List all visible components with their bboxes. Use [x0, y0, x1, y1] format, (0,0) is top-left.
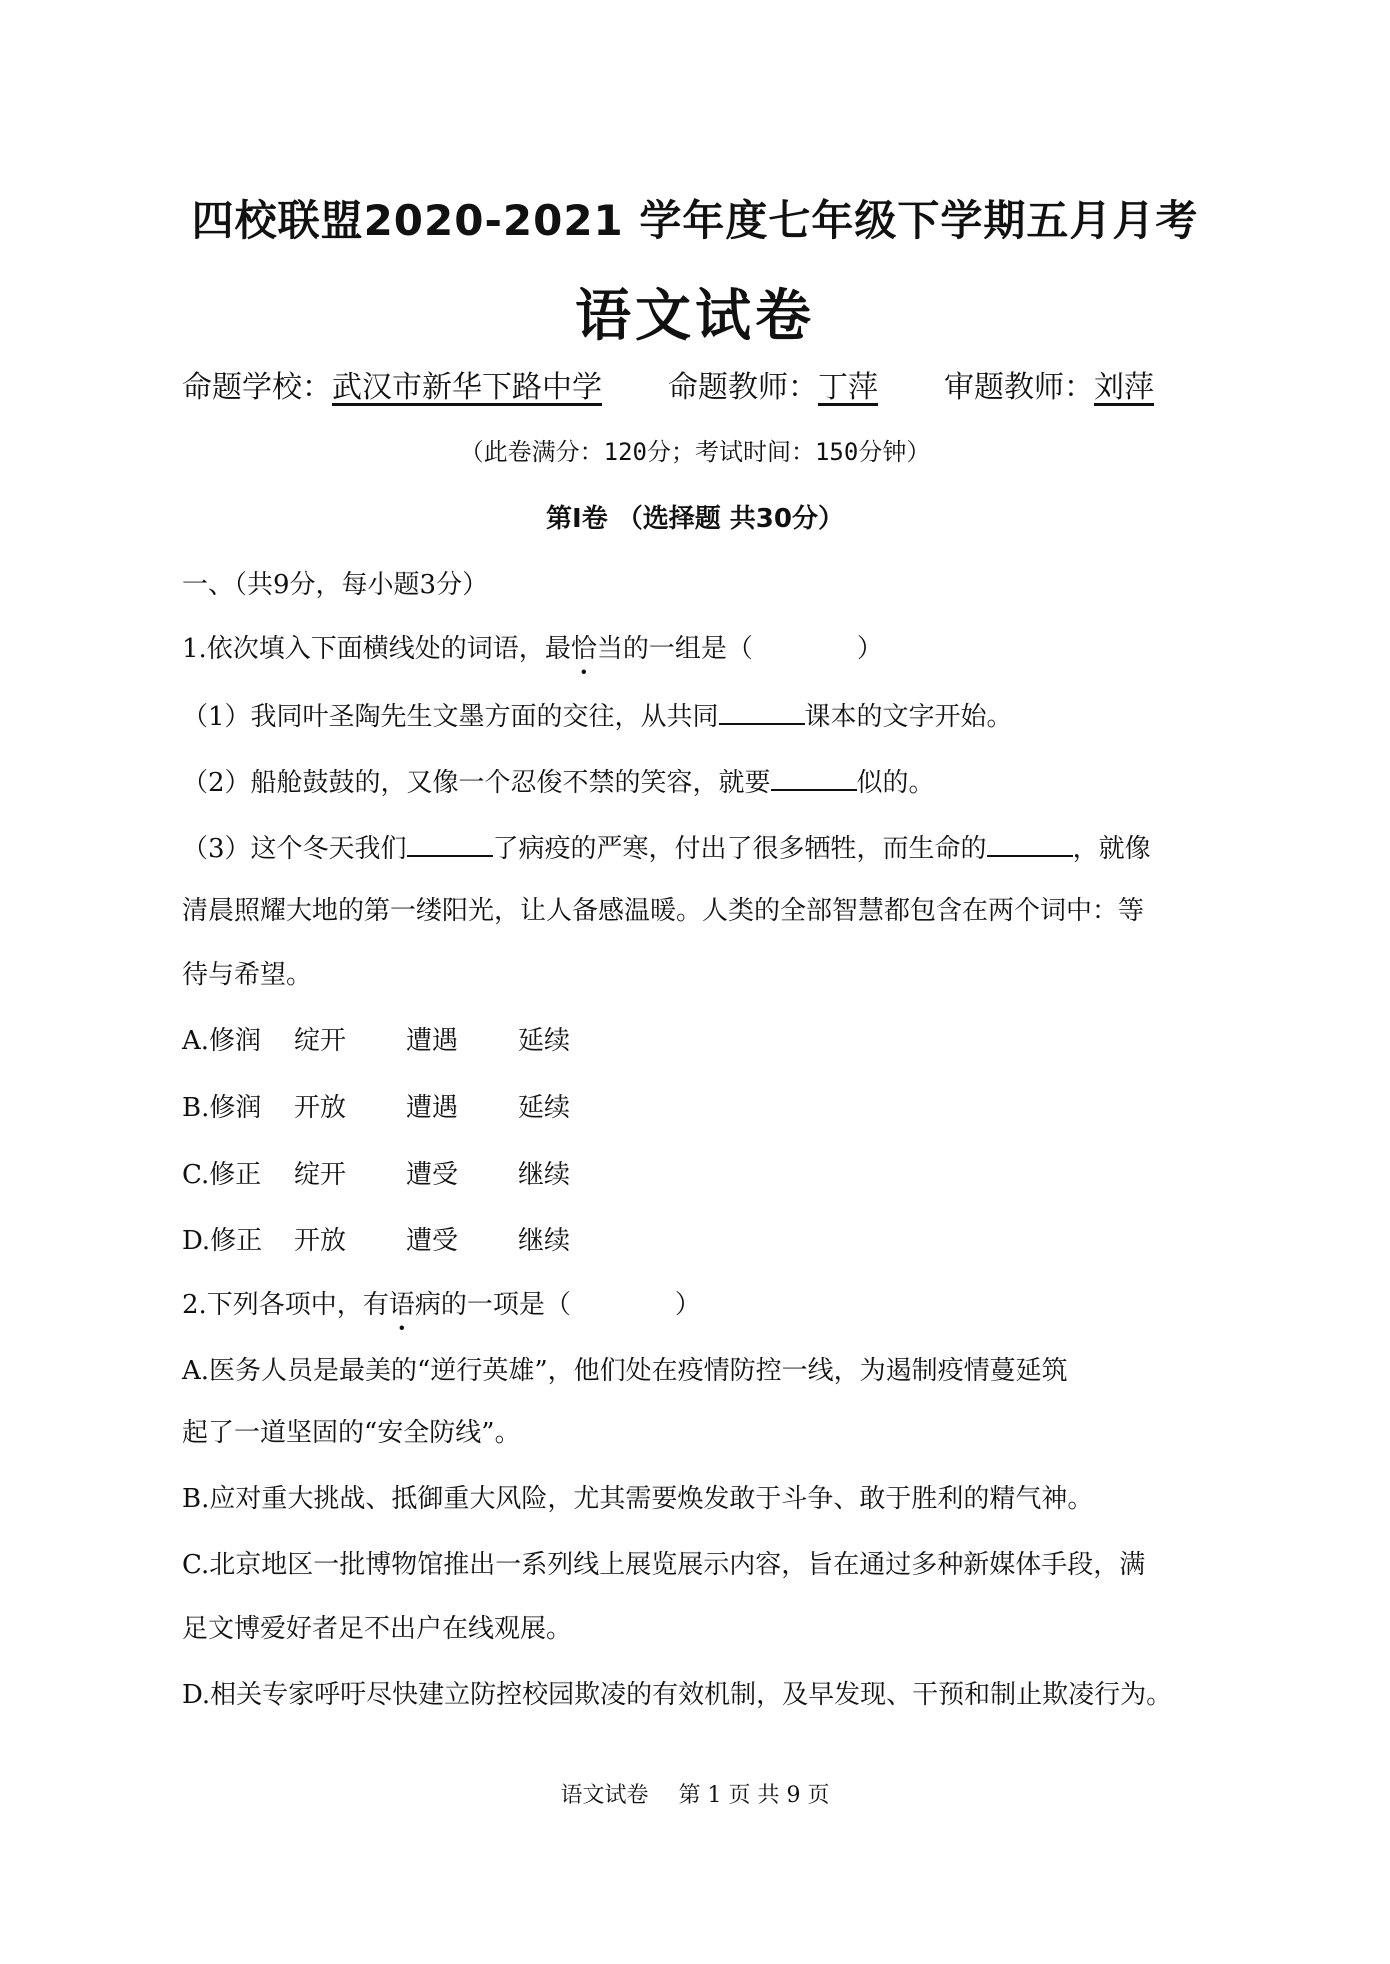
blank-line	[719, 703, 805, 725]
blank-line	[407, 835, 493, 857]
q1-sentence-3-line2: 清晨照耀大地的第一缕阳光，让人备感温暖。人类的全部智慧都包含在两个词中：等	[182, 896, 1145, 926]
q2-option-b: B.应对重大挑战、抵御重大风险，尤其需要焕发敢于斗争、敢于胜利的精气神。	[182, 1484, 1094, 1514]
footer-page-number: 第 1 页 共 9 页	[678, 1783, 830, 1808]
q1-stem-dotted: 最恰当	[544, 634, 623, 664]
option-word: A.修润	[182, 1026, 262, 1056]
setter-label: 命题教师：	[668, 370, 818, 405]
q2-stem-a: 2.下列各项中，	[182, 1290, 363, 1320]
reviewer-name: 刘萍	[1094, 370, 1154, 405]
q1-sentence-3-line3: 待与希望。	[182, 960, 313, 990]
option-word: 延续	[518, 1093, 571, 1123]
option-word: 绽开	[294, 1026, 347, 1056]
option-word: 继续	[518, 1226, 571, 1256]
q2-option-c-line1: C.北京地区一批博物馆推出一系列线上展览展示内容，旨在通过多种新媒体手段，满	[182, 1550, 1146, 1580]
q1-stem	[182, 628, 883, 665]
option-word: C.修正	[182, 1160, 262, 1190]
part-title: 第Ⅰ卷 （选择题 共30分）	[546, 504, 844, 534]
option-word: 继续	[518, 1160, 571, 1190]
exam-title-line1: 四校联盟2020-2021 学年度七年级下学期五月月考	[191, 196, 1199, 245]
option-word: 遭遇	[406, 1093, 459, 1123]
q1-sentence-1	[182, 696, 1013, 733]
exam-title-line2: 语文试卷	[575, 284, 815, 349]
q1-s2-b: 似的。	[856, 768, 935, 798]
blank-line	[771, 769, 857, 791]
exam-meta	[182, 362, 1154, 406]
q2-option-a-line2: 起了一道坚固的“安全防线”。	[182, 1418, 521, 1448]
q1-option-c	[182, 1154, 630, 1191]
q2-stem	[182, 1284, 701, 1321]
q1-option-d	[182, 1220, 630, 1257]
school-name: 武汉市新华下路中学	[332, 370, 602, 405]
q1-stem-b: 的一组是（ ）	[622, 634, 883, 664]
blank-line	[987, 835, 1073, 857]
option-word: 遭受	[406, 1226, 459, 1256]
q2-option-d: D.相关专家呼吁尽快建立防控校园欺凌的有效机制，及早发现、干预和制止欺凌行为。	[182, 1680, 1173, 1710]
option-word: 绽开	[294, 1160, 347, 1190]
q1-s1-b: 课本的文字开始。	[804, 702, 1013, 732]
option-word: B.修润	[182, 1093, 262, 1123]
q1-s2-a: （2）船舱鼓鼓的，又像一个忍俊不禁的笑容，就要	[182, 768, 771, 798]
option-word: 遭遇	[406, 1026, 459, 1056]
q2-stem-b: 的一项是（ ）	[440, 1290, 701, 1320]
option-word: 开放	[294, 1093, 347, 1123]
q1-stem-a: 1.依次填入下面横线处的词语，	[182, 634, 545, 664]
section1-heading: 一、（共9分，每小题3分）	[182, 570, 489, 600]
q2-stem-dotted: 有语病	[362, 1290, 441, 1320]
q2-option-c-line2: 足文博爱好者足不出户在线观展。	[182, 1614, 573, 1644]
q1-s1-a: （1）我同叶圣陶先生文墨方面的交往，从共同	[182, 702, 719, 732]
q1-sentence-3	[182, 828, 1151, 865]
option-word: 开放	[294, 1226, 347, 1256]
score-time-note: （此卷满分：120分；考试时间：150分钟）	[459, 438, 931, 466]
q1-option-a	[182, 1020, 630, 1057]
q1-option-b	[182, 1087, 630, 1124]
option-word: 延续	[518, 1026, 571, 1056]
school-label: 命题学校：	[182, 370, 332, 405]
setter-name: 丁萍	[818, 370, 878, 405]
q1-s3-b: 了病疫的严寒，付出了很多牺牲，而生命的	[492, 834, 987, 864]
option-word: D.修正	[182, 1226, 263, 1256]
option-word: 遭受	[406, 1160, 459, 1190]
reviewer-label: 审题教师：	[944, 370, 1094, 405]
q1-s3-c: ，就像	[1072, 834, 1151, 864]
q1-s3-a: （3）这个冬天我们	[182, 834, 407, 864]
page-footer	[0, 1778, 1390, 1809]
footer-doc-name: 语文试卷	[560, 1783, 649, 1808]
q2-option-a-line1: A.医务人员是最美的“逆行英雄”，他们处在疫情防控一线，为遏制疫情蔓延筑	[182, 1356, 1068, 1386]
q1-sentence-2	[182, 762, 935, 799]
